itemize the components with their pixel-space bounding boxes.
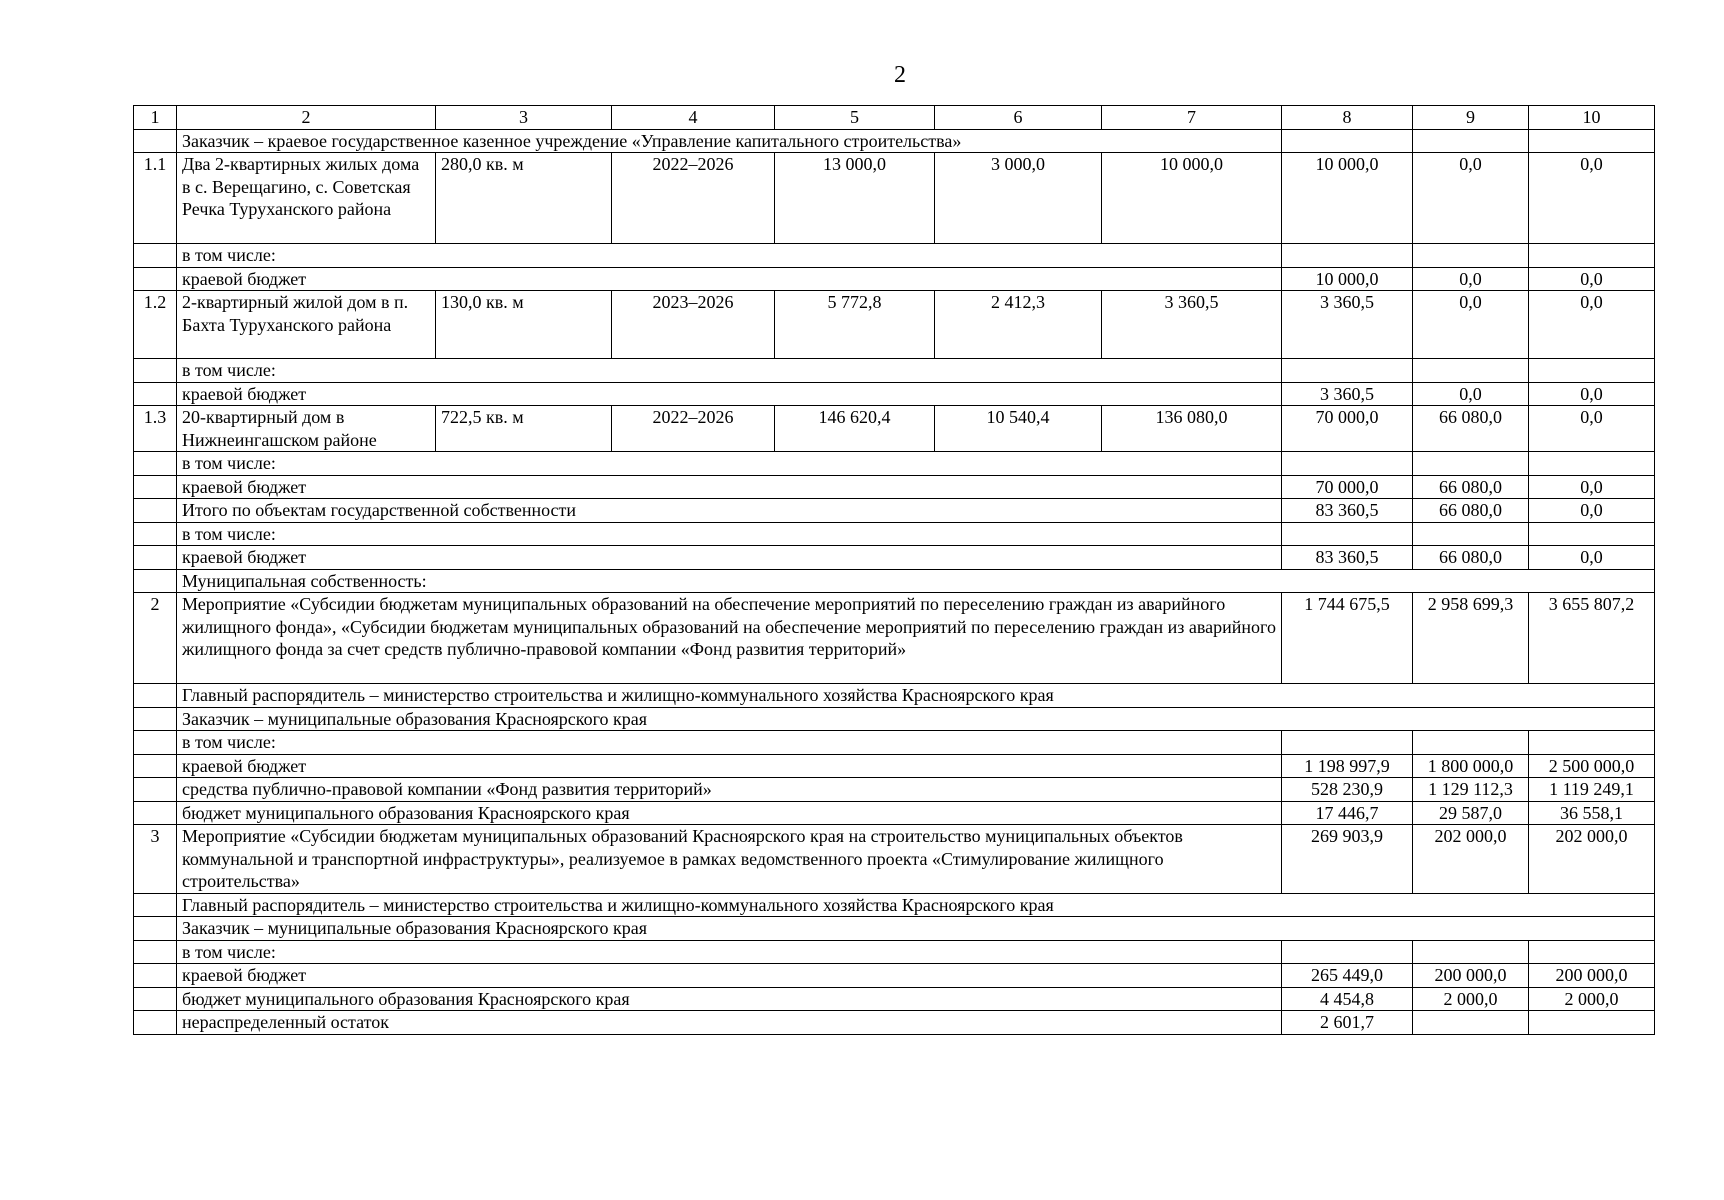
- customer-municipal-row: [134, 917, 1655, 941]
- main-manager-row: [134, 684, 1655, 708]
- object-area: 722,5 кв. м: [436, 406, 612, 452]
- cell-c10: 0,0: [1529, 291, 1655, 359]
- including-row: [134, 244, 1655, 268]
- municipal-budget-label: бюджет муниципального образования Красноярского края: [177, 987, 1282, 1011]
- main-manager-label: Главный распорядитель – министерство строительства и жилищно-коммунального хозяйства Красноярского края: [177, 893, 1655, 917]
- municipal-budget-row: [134, 801, 1655, 825]
- cell-c8: 3 360,5: [1282, 382, 1413, 406]
- header-cell: 5: [775, 106, 935, 130]
- fund-label: средства публично-правовой компании «Фонд развития территорий»: [177, 778, 1282, 802]
- municipal-property-row: [134, 569, 1655, 593]
- cell-c5: 5 772,8: [775, 291, 935, 359]
- regional-budget-label: краевой бюджет: [177, 754, 1282, 778]
- cell-c8: 3 360,5: [1282, 291, 1413, 359]
- including-label: в том числе:: [177, 452, 1282, 476]
- cell-c9: 66 080,0: [1413, 546, 1529, 570]
- object-area: 280,0 кв. м: [436, 153, 612, 244]
- regional-budget-label: краевой бюджет: [177, 267, 1282, 291]
- regional-budget-row: [134, 475, 1655, 499]
- header-cell: 8: [1282, 106, 1413, 130]
- cell-c8: 2 601,7: [1282, 1011, 1413, 1035]
- cell-c6: 3 000,0: [935, 153, 1102, 244]
- total-state-row: [134, 499, 1655, 523]
- cell-c9: 0,0: [1413, 267, 1529, 291]
- unallocated-row: [134, 1011, 1655, 1035]
- row-number: 1.3: [134, 406, 177, 452]
- cell-c8: 1 744 675,5: [1282, 593, 1413, 684]
- object-period: 2022–2026: [612, 406, 775, 452]
- including-row: [134, 731, 1655, 755]
- including-label: в том числе:: [177, 940, 1282, 964]
- including-row: [134, 522, 1655, 546]
- cell-c10: 0,0: [1529, 382, 1655, 406]
- row-1-1: [134, 153, 1655, 244]
- cell-c8: 4 454,8: [1282, 987, 1413, 1011]
- cell-c9: 66 080,0: [1413, 499, 1529, 523]
- regional-budget-row: [134, 382, 1655, 406]
- header-cell: 10: [1529, 106, 1655, 130]
- unallocated-label: нераспределенный остаток: [177, 1011, 1282, 1035]
- cell-c9: 66 080,0: [1413, 406, 1529, 452]
- object-name: 20-квартирный дом в Нижнеингашском районе: [177, 406, 436, 452]
- cell-c7: 136 080,0: [1102, 406, 1282, 452]
- cell-c5: 146 620,4: [775, 406, 935, 452]
- event-description: Мероприятие «Субсидии бюджетам муниципальных образований на обеспечение мероприятий по переселению граждан из аварийного жилищного фонда», «Субсидии бюджетам муниципальных образований на обеспечение мероприятий по переселению граждан из аварийного жилищного фонда за счет средств публично-правовой компании «Фонд развития территорий»: [177, 593, 1282, 684]
- cell-c10: 200 000,0: [1529, 964, 1655, 988]
- row-1-2: [134, 291, 1655, 359]
- main-manager-label: Главный распорядитель – министерство строительства и жилищно-коммунального хозяйства Красноярского края: [177, 684, 1655, 708]
- cell-c8: 269 903,9: [1282, 825, 1413, 894]
- regional-budget-row: [134, 754, 1655, 778]
- customer-state-row: [134, 129, 1655, 153]
- including-row: [134, 359, 1655, 383]
- cell-c9: 0,0: [1413, 291, 1529, 359]
- row-number: 3: [134, 825, 177, 894]
- cell-c7: 3 360,5: [1102, 291, 1282, 359]
- including-row: [134, 940, 1655, 964]
- cell-c10: 0,0: [1529, 267, 1655, 291]
- cell-c9: 0,0: [1413, 382, 1529, 406]
- cell-c10: 0,0: [1529, 546, 1655, 570]
- municipal-budget-row: [134, 987, 1655, 1011]
- customer-label: Заказчик – краевое государственное казенное учреждение «Управление капитального строительства»: [177, 129, 1282, 153]
- row-1-3: [134, 406, 1655, 452]
- event-description: Мероприятие «Субсидии бюджетам муниципальных образований Красноярского края на строительство муниципальных объектов коммунальной и транспортной инфраструктуры», реализуемое в рамках ведомственного проекта «Стимулирование жилищного строительства»: [177, 825, 1282, 894]
- cell-c10: 36 558,1: [1529, 801, 1655, 825]
- cell-c9: 2 000,0: [1413, 987, 1529, 1011]
- total-state-label: Итого по объектам государственной собственности: [177, 499, 1282, 523]
- row-number: 2: [134, 593, 177, 684]
- object-area: 130,0 кв. м: [436, 291, 612, 359]
- regional-budget-label: краевой бюджет: [177, 546, 1282, 570]
- customer-municipal-label: Заказчик – муниципальные образования Красноярского края: [177, 917, 1655, 941]
- cell-c8: 17 446,7: [1282, 801, 1413, 825]
- cell-c10: 1 119 249,1: [1529, 778, 1655, 802]
- cell-c10: 0,0: [1529, 475, 1655, 499]
- cell-c6: 2 412,3: [935, 291, 1102, 359]
- regional-budget-label: краевой бюджет: [177, 475, 1282, 499]
- cell-c8: 83 360,5: [1282, 499, 1413, 523]
- cell-c9: 1 129 112,3: [1413, 778, 1529, 802]
- row-number: 1.1: [134, 153, 177, 244]
- header-cell: 9: [1413, 106, 1529, 130]
- cell-c9: 29 587,0: [1413, 801, 1529, 825]
- cell-c8: 10 000,0: [1282, 267, 1413, 291]
- including-label: в том числе:: [177, 731, 1282, 755]
- header-cell: 6: [935, 106, 1102, 130]
- cell-c6: 10 540,4: [935, 406, 1102, 452]
- header-cell: 4: [612, 106, 775, 130]
- header-cell: 3: [436, 106, 612, 130]
- cell-c5: 13 000,0: [775, 153, 935, 244]
- customer-municipal-label: Заказчик – муниципальные образования Красноярского края: [177, 707, 1655, 731]
- including-label: в том числе:: [177, 359, 1282, 383]
- header-row: [134, 106, 1655, 130]
- regional-budget-row: [134, 546, 1655, 570]
- cell-c8: 83 360,5: [1282, 546, 1413, 570]
- regional-budget-row: [134, 964, 1655, 988]
- header-cell: 2: [177, 106, 436, 130]
- including-label: в том числе:: [177, 522, 1282, 546]
- including-row: [134, 452, 1655, 476]
- cell-c9: 0,0: [1413, 153, 1529, 244]
- customer-municipal-row: [134, 707, 1655, 731]
- cell-c10: 2 000,0: [1529, 987, 1655, 1011]
- cell-c10: 0,0: [1529, 406, 1655, 452]
- fund-row: [134, 778, 1655, 802]
- row-2: [134, 593, 1655, 684]
- row-3: [134, 825, 1655, 894]
- cell-c8: 265 449,0: [1282, 964, 1413, 988]
- cell-c7: 10 000,0: [1102, 153, 1282, 244]
- cell-c8: 10 000,0: [1282, 153, 1413, 244]
- cell-c10: 2 500 000,0: [1529, 754, 1655, 778]
- object-period: 2022–2026: [612, 153, 775, 244]
- cell-c8: 1 198 997,9: [1282, 754, 1413, 778]
- cell-c10: 202 000,0: [1529, 825, 1655, 894]
- object-name: 2-квартирный жилой дом в п. Бахта Туруханского района: [177, 291, 436, 359]
- header-cell: 1: [134, 106, 177, 130]
- regional-budget-label: краевой бюджет: [177, 964, 1282, 988]
- row-number: 1.2: [134, 291, 177, 359]
- header-cell: 7: [1102, 106, 1282, 130]
- including-label: в том числе:: [177, 244, 1282, 268]
- regional-budget-label: краевой бюджет: [177, 382, 1282, 406]
- cell-c9: 2 958 699,3: [1413, 593, 1529, 684]
- object-name: Два 2-квартирных жилых дома в с. Верещагино, с. Советская Речка Туруханского района: [177, 153, 436, 244]
- cell-c9: 1 800 000,0: [1413, 754, 1529, 778]
- municipal-property-label: Муниципальная собственность:: [177, 569, 1655, 593]
- cell-c9: 200 000,0: [1413, 964, 1529, 988]
- regional-budget-row: [134, 267, 1655, 291]
- main-manager-row: [134, 893, 1655, 917]
- cell-c8: 70 000,0: [1282, 475, 1413, 499]
- cell-c9: 66 080,0: [1413, 475, 1529, 499]
- cell-c10: 3 655 807,2: [1529, 593, 1655, 684]
- municipal-budget-label: бюджет муниципального образования Красноярского края: [177, 801, 1282, 825]
- page-number: 2: [894, 62, 906, 88]
- cell-c10: 0,0: [1529, 153, 1655, 244]
- cell-c8: 528 230,9: [1282, 778, 1413, 802]
- budget-table: [133, 105, 1655, 1035]
- cell-c8: 70 000,0: [1282, 406, 1413, 452]
- cell-c10: 0,0: [1529, 499, 1655, 523]
- cell-c9: 202 000,0: [1413, 825, 1529, 894]
- object-period: 2023–2026: [612, 291, 775, 359]
